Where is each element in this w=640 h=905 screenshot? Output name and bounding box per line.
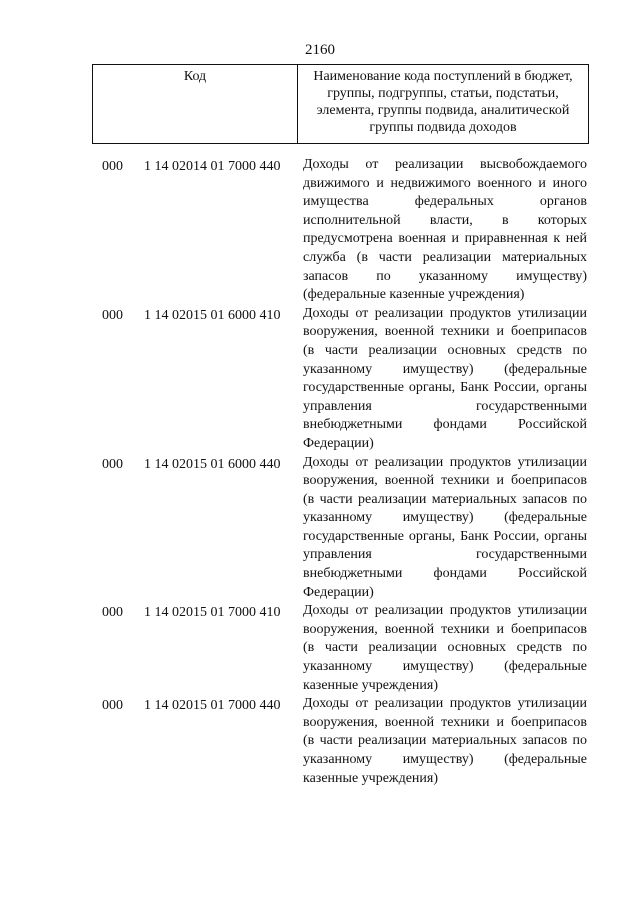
- row-group-code: 000: [102, 159, 123, 174]
- row-group-code: 000: [102, 605, 123, 621]
- row-group-code: 000: [102, 698, 123, 714]
- row-income-name: Доходы от реализации высвобождаемого движимого и недвижимого военного и иного имущества федеральных органов исполнительной власти, в которых предусмотрена военная и приравненная к ней служба (в части реализации материальных запасов по указанному имуществу) (федеральные казенные учреждения): [303, 157, 587, 303]
- row-group-code: 000: [102, 307, 123, 323]
- table-row: [0, 305, 640, 454]
- row-income-name: Доходы от реализации продуктов утилизации вооружения, военной техники и боеприпасов (в части реализации материальных запасов по указанному имуществу) (федеральные казенные учреждения): [303, 696, 587, 786]
- row-income-name: Доходы от реализации продуктов утилизации вооружения, военной техники и боеприпасов (в части реализации материальных запасов по указанному имуществу) (федеральные государственные органы, Банк России, органы управления государственными внебюджетными фондами Российской Федерации): [303, 454, 587, 600]
- row-group-code: 000: [102, 456, 123, 472]
- header-code-column: Код: [93, 65, 298, 143]
- table-row: [0, 454, 640, 603]
- row-income-code: 1 14 02014 01 7000 440: [144, 159, 281, 174]
- row-income-name: Доходы от реализации продуктов утилизации вооружения, военной техники и боеприпасов (в части реализации основных средств по указанному имуществу) (федеральные казенные учреждения): [303, 603, 587, 693]
- row-income-code: 1 14 02015 01 6000 440: [144, 456, 281, 472]
- row-income-code: 1 14 02015 01 7000 410: [144, 605, 281, 621]
- header-name-column: Наименование кода поступлений в бюджет, группы, подгруппы, статьи, подстатьи, элемента, группы подвида, аналитической группы подвида доходов: [313, 69, 573, 135]
- row-income-code: 1 14 02015 01 6000 410: [144, 307, 281, 323]
- row-income-code: 1 14 02015 01 7000 440: [144, 698, 281, 714]
- table-row: [0, 695, 640, 788]
- table-row: [0, 156, 640, 305]
- table-header: [92, 64, 589, 144]
- table-row: [0, 602, 640, 695]
- page-number: 2160: [305, 42, 335, 58]
- table-body: [0, 156, 640, 788]
- row-income-name: Доходы от реализации продуктов утилизации вооружения, военной техники и боеприпасов (в части реализации основных средств по указанному имуществу) (федеральные государственные органы, Банк России, органы управления государственными внебюджетными фондами Российской Федерации): [303, 305, 587, 451]
